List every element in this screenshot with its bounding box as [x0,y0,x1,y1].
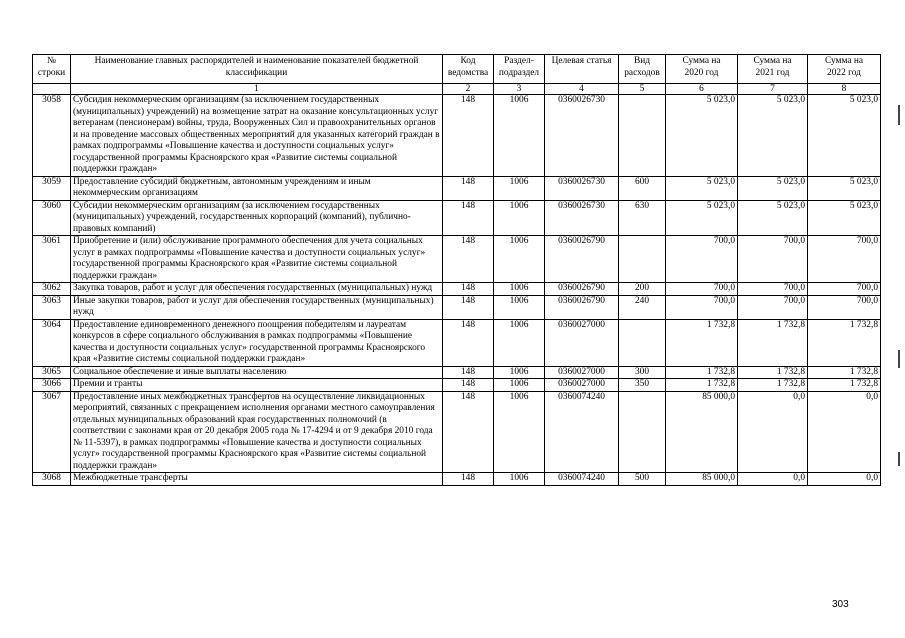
row-code: 148 [443,295,494,319]
row-sum-2020: 85 000,0 [666,473,738,486]
row-number: 3068 [33,473,71,486]
row-target: 0360074240 [545,391,619,473]
table-row [33,379,881,392]
row-code: 148 [443,95,494,177]
row-target: 0360026730 [545,176,619,200]
row-sum-2022: 0,0 [808,473,881,486]
column-number: 4 [545,84,619,95]
row-sum-2020: 1 732,8 [666,379,738,392]
header-row [33,55,881,84]
row-expense-type [619,95,666,177]
row-expense-type: 500 [619,473,666,486]
row-expense-type [619,319,666,366]
table-row [33,295,881,319]
row-expense-type: 300 [619,366,666,379]
row-code: 148 [443,319,494,366]
header-row-num: № строки [33,55,71,84]
scan-edge-mark [898,105,900,125]
row-number: 3066 [33,379,71,392]
table-row [33,176,881,200]
row-sum-2021: 700,0 [738,283,808,296]
row-name: Субсидии некоммерческим организациям (за исключением государственных (муниципальных) учреждений, государственных корпораций (компаний), публично-правовых компаний) [71,200,443,236]
row-sum-2020: 700,0 [666,283,738,296]
row-name: Иные закупки товаров, работ и услуг для обеспечения государственных (муниципальных) нужд [71,295,443,319]
header-exp-type: Вид расходов [619,55,666,84]
row-expense-type: 350 [619,379,666,392]
row-sum-2021: 1 732,8 [738,319,808,366]
row-name: Субсидия некоммерческим организациям (за исключением государственных (муниципальных) учреждений) на возмещение затрат на оказание консультационных услуг ветеранам (пенсионерам) войны, труда, Вооруженных Сил и правоохранительных органов и на проведение массовых общественных мероприятий для указанных категорий граждан в рамках подпрограммы «Повышение качества и доступности социальных услуг» государственной программы Красноярского края «Развитие системы социальной поддержки граждан» [71,95,443,177]
row-section: 1006 [494,283,545,296]
column-number: 5 [619,84,666,95]
header-name: Наименование главных распорядителей и наименование показателей бюджетной классификации [71,55,443,84]
row-sum-2022: 5 023,0 [808,176,881,200]
row-sum-2020: 5 023,0 [666,95,738,177]
table-row [33,200,881,236]
row-name: Межбюджетные трансферты [71,473,443,486]
row-sum-2021: 0,0 [738,391,808,473]
header-target: Целевая статья [545,55,619,84]
row-expense-type: 200 [619,283,666,296]
row-expense-type [619,236,666,283]
row-sum-2021: 0,0 [738,473,808,486]
column-number [33,84,71,95]
header-sum-2021: Сумма на 2021 год [738,55,808,84]
row-code: 148 [443,391,494,473]
row-code: 148 [443,473,494,486]
row-section: 1006 [494,391,545,473]
row-number: 3060 [33,200,71,236]
row-sum-2020: 1 732,8 [666,319,738,366]
row-section: 1006 [494,473,545,486]
row-target: 0360026790 [545,283,619,296]
column-number-row [33,84,881,95]
row-sum-2021: 700,0 [738,236,808,283]
row-sum-2020: 700,0 [666,295,738,319]
row-expense-type: 240 [619,295,666,319]
row-sum-2021: 700,0 [738,295,808,319]
column-number: 3 [494,84,545,95]
table-row [33,319,881,366]
header-sum-2020: Сумма на 2020 год [666,55,738,84]
row-sum-2022: 5 023,0 [808,200,881,236]
table-row [33,366,881,379]
row-sum-2022: 1 732,8 [808,366,881,379]
row-number: 3061 [33,236,71,283]
column-number: 2 [443,84,494,95]
row-name: Социальное обеспечение и иные выплаты населению [71,366,443,379]
column-number: 7 [738,84,808,95]
row-target: 0360027000 [545,319,619,366]
row-target: 0360026790 [545,295,619,319]
row-target: 0360074240 [545,473,619,486]
row-code: 148 [443,366,494,379]
row-number: 3059 [33,176,71,200]
column-number: 6 [666,84,738,95]
row-section: 1006 [494,200,545,236]
table-row [33,473,881,486]
header-code: Код ведомства [443,55,494,84]
row-sum-2021: 5 023,0 [738,95,808,177]
row-code: 148 [443,283,494,296]
table-row [33,283,881,296]
row-code: 148 [443,176,494,200]
row-number: 3062 [33,283,71,296]
row-section: 1006 [494,319,545,366]
row-expense-type: 600 [619,176,666,200]
row-number: 3064 [33,319,71,366]
row-expense-type: 630 [619,200,666,236]
row-section: 1006 [494,176,545,200]
row-target: 0360027000 [545,366,619,379]
row-sum-2020: 5 023,0 [666,176,738,200]
header-sum-2022: Сумма на 2022 год [808,55,881,84]
scan-edge-mark [898,350,900,368]
column-number: 1 [71,84,443,95]
row-number: 3058 [33,95,71,177]
row-sum-2020: 700,0 [666,236,738,283]
row-number: 3063 [33,295,71,319]
row-number: 3067 [33,391,71,473]
scan-edge-mark [898,452,900,466]
row-sum-2020: 85 000,0 [666,391,738,473]
row-number: 3065 [33,366,71,379]
row-sum-2021: 5 023,0 [738,176,808,200]
row-sum-2022: 700,0 [808,236,881,283]
header-section: Раздел- подраздел [494,55,545,84]
row-section: 1006 [494,95,545,177]
row-name: Предоставление субсидий бюджетным, автономным учреждениям и иным некоммерческим организациям [71,176,443,200]
row-sum-2021: 5 023,0 [738,200,808,236]
row-name: Закупка товаров, работ и услуг для обеспечения государственных (муниципальных) нужд [71,283,443,296]
row-sum-2022: 5 023,0 [808,95,881,177]
row-section: 1006 [494,366,545,379]
table-row [33,236,881,283]
table-body [33,95,881,486]
row-target: 0360027000 [545,379,619,392]
row-code: 148 [443,236,494,283]
row-sum-2020: 5 023,0 [666,200,738,236]
row-sum-2022: 1 732,8 [808,379,881,392]
row-sum-2021: 1 732,8 [738,379,808,392]
row-sum-2021: 1 732,8 [738,366,808,379]
row-code: 148 [443,379,494,392]
column-number: 8 [808,84,881,95]
budget-table [32,54,881,486]
row-section: 1006 [494,236,545,283]
page-number: 303 [832,599,849,610]
table-row [33,391,881,473]
row-sum-2022: 700,0 [808,283,881,296]
row-target: 0360026730 [545,95,619,177]
row-sum-2020: 1 732,8 [666,366,738,379]
row-sum-2022: 700,0 [808,295,881,319]
row-name: Предоставление единовременного денежного поощрения победителям и лауреатам конкурсов в сфере социального обслуживания в рамках подпрограммы «Повышение качества и доступности социальных услуг» государственной программы Красноярского края «Развитие системы социальной поддержки граждан» [71,319,443,366]
row-sum-2022: 1 732,8 [808,319,881,366]
row-section: 1006 [494,295,545,319]
row-target: 0360026790 [545,236,619,283]
row-code: 148 [443,200,494,236]
row-name: Предоставление иных межбюджетных трансфертов на осуществление ликвидационных мероприятий, связанных с прекращением исполнения органами местного самоуправления отдельных муниципальных образований края государственных полномочий (в соответствии с законами края от 20 декабря 2005 года № 17-4294 и от 9 декабря 2010 года № 11-5397), в рамках подпрограммы «Повышение качества и доступности социальных услуг» государственной программы Красноярского края «Развитие системы социальной поддержки граждан» [71,391,443,473]
table-row [33,95,881,177]
row-section: 1006 [494,379,545,392]
row-target: 0360026730 [545,200,619,236]
row-name: Премии и гранты [71,379,443,392]
row-expense-type [619,391,666,473]
row-name: Приобретение и (или) обслуживание программного обеспечения для учета социальных услуг в рамках подпрограммы «Повышение качества и доступности социальных услуг» государственной программы Красноярского края «Развитие системы социальной поддержки граждан» [71,236,443,283]
row-sum-2022: 0,0 [808,391,881,473]
